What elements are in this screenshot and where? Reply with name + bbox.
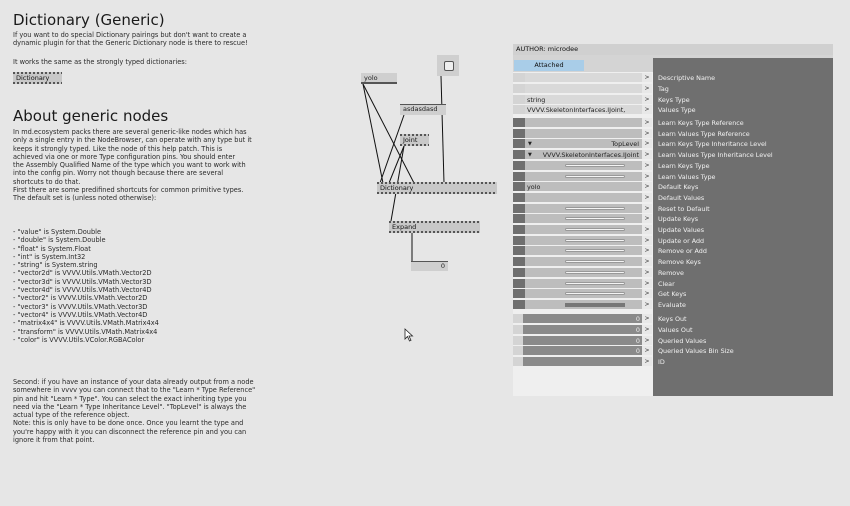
- out-pin-name: Values Out: [658, 325, 693, 334]
- pin-value-field[interactable]: [525, 161, 642, 170]
- pin-value-text: yolo: [527, 183, 541, 192]
- in-value-text: VVVV.SkeletonInterfaces.IJoint,: [527, 106, 626, 115]
- out-row: [513, 346, 833, 356]
- out-pin-name: Queried Values: [658, 336, 707, 345]
- pin-pin-name: Learn Keys Type Inheritance Level: [658, 140, 767, 149]
- bang-slot-icon: [565, 239, 625, 242]
- out-pin-name: ID: [658, 358, 665, 367]
- pin-row-gutter: [513, 129, 525, 138]
- bang-slot-icon: [565, 207, 625, 210]
- body-text: In md.ecosystem packs there are several generic-like nodes which has only a single entry in the NodeBrowser, can operate with any type but it keeps it strongly typed. Like the node of this help patch. This is achieved via one or more Type configuration pins. You should enter the Assembly Qualified Name of the type which you want to work with into the config pin. Worry not though because there are several shortcuts to do that. First there are some predifined shortcuts for common primitive types. The default set is (unless noted otherwise):: [13, 128, 252, 203]
- pin-row-gutter: [513, 139, 525, 148]
- pin-pin-name: Evaluate: [658, 300, 686, 309]
- pin-pin-name: Update Values: [658, 226, 705, 234]
- pin-pin-name: Reset to Default: [658, 204, 710, 213]
- pin-row-gutter: [513, 300, 525, 309]
- pin-arrow-icon: >: [642, 95, 652, 104]
- pin-arrow-icon: >: [642, 84, 652, 93]
- tab-attached[interactable]: Attached: [514, 60, 584, 71]
- inspektor-panel: [513, 44, 833, 396]
- pin-value-text: VVVV.SkeletonInterfaces.IJoint: [542, 151, 639, 160]
- pin-arrow-icon: >: [642, 314, 652, 323]
- pin-arrow-icon: >: [642, 193, 652, 202]
- pin-arrow-icon: >: [642, 325, 652, 334]
- pin-arrow-icon: >: [642, 161, 652, 170]
- output-iobox[interactable]: [411, 261, 448, 271]
- pin-arrow-icon: >: [642, 204, 652, 213]
- pin-row-gutter: [513, 118, 525, 127]
- pin-row: [513, 300, 833, 310]
- out-row: [513, 325, 833, 335]
- pin-pin-name: Learn Keys Type Reference: [658, 119, 744, 127]
- pin-row: [513, 279, 833, 289]
- bang-icon: [444, 61, 454, 71]
- title-dictionary-generic: Dictionary (Generic): [13, 11, 165, 29]
- out-value: 0: [523, 314, 643, 323]
- pin-arrow-icon: >: [642, 300, 652, 309]
- pin-value-field[interactable]: [525, 129, 642, 138]
- in-pin-name: Keys Type: [658, 95, 690, 104]
- pin-pin-name: Get Keys: [658, 290, 687, 299]
- mouse-cursor-icon: [404, 328, 414, 342]
- pin-pin-name: Default Values: [658, 193, 705, 202]
- in-row-gutter: [513, 105, 525, 114]
- pin-arrow-icon: >: [642, 225, 652, 234]
- pin-value-field[interactable]: [525, 289, 642, 298]
- bang-slot-icon: [565, 260, 625, 263]
- in-value-field[interactable]: [525, 73, 642, 82]
- in-row: [513, 105, 833, 115]
- in-value-field[interactable]: [525, 105, 642, 114]
- pin-row-gutter: [513, 279, 525, 288]
- pin-row-gutter: [513, 246, 525, 255]
- pin-row-gutter: [513, 182, 525, 191]
- out-value: 0: [523, 336, 643, 345]
- pin-value-field[interactable]: [525, 182, 642, 191]
- pin-value-field[interactable]: [525, 172, 642, 181]
- in-pin-name: Descriptive Name: [658, 74, 716, 82]
- bang-slot-icon: [565, 217, 625, 220]
- pin-arrow-icon: >: [642, 357, 652, 366]
- pin-arrow-icon: >: [642, 118, 652, 127]
- pin-value-field[interactable]: [525, 257, 642, 266]
- pin-arrow-icon: >: [642, 246, 652, 255]
- in-row-gutter: [513, 73, 525, 82]
- asdasdasd-iobox-value: asdasdasd: [403, 105, 438, 113]
- pin-value-field[interactable]: [525, 279, 642, 288]
- pin-row: [513, 118, 833, 128]
- out-pin-name: Keys Out: [658, 315, 687, 323]
- dropdown-triangle-icon: ▼: [528, 141, 532, 148]
- pin-pin-name: Learn Values Type: [658, 172, 716, 181]
- bang-slot-icon: [565, 292, 625, 295]
- out-row: [513, 357, 833, 367]
- pin-arrow-icon: >: [642, 268, 652, 277]
- pin-arrow-icon: >: [642, 236, 652, 245]
- joint-node-label: Joint: [403, 136, 418, 144]
- pin-row-gutter: [513, 268, 525, 277]
- intro-text: If you want to do special Dictionary pairings but don't want to create a dynamic plugin for that the Generic Dictionary node is there to rescue!: [13, 31, 248, 48]
- pin-row-gutter: [513, 150, 525, 159]
- pin-row-gutter: [513, 225, 525, 234]
- pin-arrow-icon: >: [642, 289, 652, 298]
- in-row-gutter: [513, 84, 525, 93]
- author-header: AUTHOR: microdee: [513, 44, 833, 55]
- pin-value-field[interactable]: [525, 204, 642, 213]
- pin-value-field[interactable]: [525, 118, 642, 127]
- pin-value-field[interactable]: [525, 236, 642, 245]
- pin-arrow-icon: >: [642, 336, 652, 345]
- bang-iobox[interactable]: [437, 55, 459, 76]
- pin-value-field[interactable]: [525, 150, 642, 159]
- in-value-field[interactable]: [525, 95, 642, 104]
- pin-row: [513, 236, 833, 246]
- pin-arrow-icon: >: [642, 105, 652, 114]
- in-pin-name: Tag: [658, 84, 669, 93]
- pin-row: [513, 214, 833, 224]
- pin-value-field[interactable]: [525, 193, 642, 202]
- pin-row: [513, 161, 833, 171]
- pin-arrow-icon: >: [642, 214, 652, 223]
- pin-pin-name: Learn Values Type Inheritance Level: [658, 151, 773, 160]
- pin-value-text: TopLevel: [611, 140, 639, 149]
- pin-value-field[interactable]: [525, 225, 642, 234]
- pin-row: [513, 150, 833, 160]
- expand-node-label: Expand: [392, 223, 417, 231]
- yolo-iobox[interactable]: [361, 73, 397, 84]
- pin-pin-name: Remove or Add: [658, 247, 707, 256]
- pin-pin-name: Update Keys: [658, 215, 699, 224]
- in-row: [513, 95, 833, 105]
- pin-row: [513, 257, 833, 267]
- pin-row: [513, 182, 833, 192]
- pin-row: [513, 139, 833, 149]
- pin-arrow-icon: >: [642, 182, 652, 191]
- pin-arrow-icon: >: [642, 257, 652, 266]
- pin-row-gutter: [513, 204, 525, 213]
- output-iobox-value: 0: [440, 262, 445, 270]
- in-row: [513, 84, 833, 94]
- evaluate-bar: [565, 303, 625, 307]
- bang-slot-icon: [565, 175, 625, 178]
- pin-arrow-icon: >: [642, 129, 652, 138]
- expand-node[interactable]: [389, 221, 480, 233]
- pin-row-gutter: [513, 257, 525, 266]
- out-row: [513, 336, 833, 346]
- bang-slot-icon: [565, 249, 625, 252]
- pin-row: [513, 268, 833, 278]
- pin-pin-name: Clear: [658, 279, 675, 288]
- pin-row: [513, 193, 833, 203]
- title-about-generic-nodes: About generic nodes: [13, 107, 169, 125]
- bang-slot-icon: [565, 164, 625, 167]
- types-list: - "value" is System.Double - "double" is System.Double - "float" is System.Float - "int" is System.Int32 - "string" is System.string - "vector2d" is VVVV.Utils.VMath.Vector2D - "vector3d" is VVVV.Utils.VMath.Vector3D - "vector4d" is VVVV.Utils.VMath.Vector4D - "vector2" is VVVV.Utils.VMath.Vector2D - "vector3" is VVVV.Utils.VMath.Vector3D - "vector4" is VVVV.Utils.VMath.Vector4D - "matrix4x4" is VVVV.Utils.VMath.Matrix4x4 - "transform" is VVVV.Utils.VMath.Matrix4x4 - "color" is VVVV.Utils.VColor.RGBAColor: [13, 228, 159, 344]
- out-pin-name: Queried Values Bin Size: [658, 347, 734, 356]
- pin-pin-name: Default Keys: [658, 183, 699, 192]
- pin-row-gutter: [513, 236, 525, 245]
- pin-row: [513, 172, 833, 182]
- dictionary-node[interactable]: [377, 182, 497, 194]
- in-row-gutter: [513, 95, 525, 104]
- pin-row: [513, 246, 833, 256]
- pin-row: [513, 225, 833, 235]
- pin-arrow-icon: >: [642, 139, 652, 148]
- dropdown-triangle-icon: ▼: [528, 152, 532, 159]
- bang-slot-icon: [565, 282, 625, 285]
- pin-pin-name: Remove Keys: [658, 258, 701, 267]
- pin-arrow-icon: >: [642, 172, 652, 181]
- yolo-iobox-value: yolo: [364, 74, 378, 82]
- pin-pin-name: Learn Keys Type: [658, 161, 710, 170]
- pin-row: [513, 129, 833, 139]
- pin-row: [513, 204, 833, 214]
- pin-value-field[interactable]: [525, 246, 642, 255]
- pin-value-field[interactable]: [525, 268, 642, 277]
- pin-row-gutter: [513, 161, 525, 170]
- out-value: [523, 357, 643, 366]
- in-value-text: string: [527, 95, 546, 104]
- pin-row-gutter: [513, 172, 525, 181]
- pin-arrow-icon: >: [642, 73, 652, 82]
- pin-value-field[interactable]: [525, 300, 642, 309]
- pin-arrow-icon: >: [642, 150, 652, 159]
- pin-row: [513, 289, 833, 299]
- asdasdasd-iobox[interactable]: [400, 104, 446, 115]
- second-text: Second: if you have an instance of your data already output from a node somewhere in vvvv you can connect that to the "Learn * Type Reference" pin and hit "Learn * Type". You can select the exact inheriting type you need via the "Learn * Type Inheritance Level". "TopLevel" is always the actual type of the reference object. Note: this is only have to be done once. Once you learnt the type and you're happy with it you can disconnect the reference pin and you can ignore it from that point.: [13, 378, 256, 445]
- in-value-field[interactable]: [525, 84, 642, 93]
- joint-node[interactable]: [400, 134, 429, 146]
- same-text: It works the same as the strongly typed dictionaries:: [13, 58, 187, 66]
- out-value: 0: [523, 346, 643, 355]
- pin-value-field[interactable]: [525, 139, 642, 148]
- in-pin-name: Values Type: [658, 106, 696, 115]
- out-row: [513, 314, 833, 324]
- out-value: 0: [523, 325, 643, 334]
- pin-pin-name: Update or Add: [658, 236, 705, 245]
- pin-value-field[interactable]: [525, 214, 642, 223]
- pin-row-gutter: [513, 193, 525, 202]
- dictionary-node-label: Dictionary: [380, 184, 414, 192]
- in-row: [513, 73, 833, 83]
- pin-row-gutter: [513, 289, 525, 298]
- bang-slot-icon: [565, 228, 625, 231]
- pin-arrow-icon: >: [642, 279, 652, 288]
- help-dictionary-node-label: Dictionary: [16, 74, 50, 82]
- pin-pin-name: Learn Values Type Reference: [658, 129, 750, 138]
- pin-row-gutter: [513, 214, 525, 223]
- pin-arrow-icon: >: [642, 346, 652, 355]
- pin-pin-name: Remove: [658, 268, 684, 277]
- bang-slot-icon: [565, 271, 625, 274]
